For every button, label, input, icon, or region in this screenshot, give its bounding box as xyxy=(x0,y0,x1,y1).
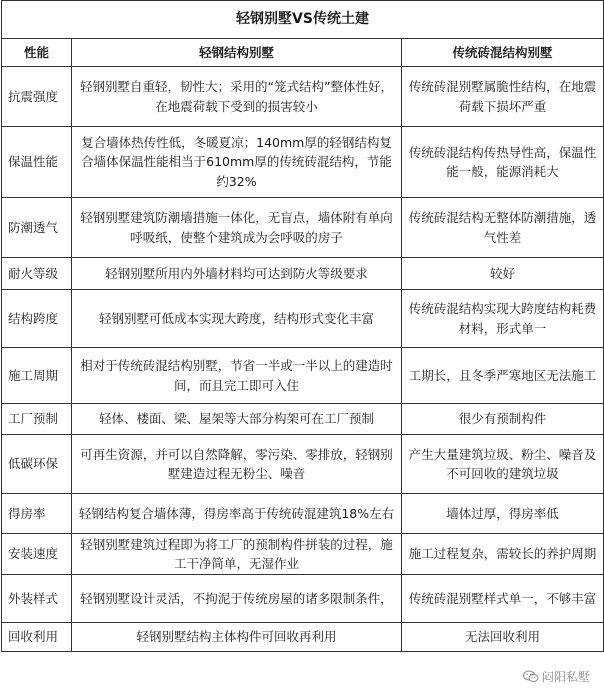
table-row xyxy=(2,127,604,198)
table-row xyxy=(2,575,604,623)
table-title: 轻钢别墅VS传统土建 xyxy=(2,1,604,39)
feature-cell: 得房率 xyxy=(2,494,72,534)
brick-cell: 传统砖混结构无整体防潮措施，透气性差 xyxy=(402,198,604,258)
table-row xyxy=(2,435,604,494)
feature-cell: 安装速度 xyxy=(2,534,72,575)
table-row xyxy=(2,494,604,534)
table-row xyxy=(2,404,604,435)
table-row xyxy=(2,67,604,127)
steel-cell: 轻钢别墅建筑防潮墙措施一体化，无盲点，墙体附有单向呼吸纸，使整个建筑成为会呼吸的房子 xyxy=(72,198,402,258)
steel-cell: 轻钢别墅结构主体构件可回收再利用 xyxy=(72,623,402,652)
table-row xyxy=(2,258,604,290)
table-row xyxy=(2,290,604,348)
table-row xyxy=(2,198,604,258)
table-row xyxy=(2,534,604,575)
wechat-icon xyxy=(523,670,539,683)
steel-cell: 轻钢别墅所用内外墙材料均可达到防火等级要求 xyxy=(72,258,402,290)
feature-cell: 耐火等级 xyxy=(2,258,72,290)
table-row xyxy=(2,348,604,404)
header-feature: 性能 xyxy=(2,39,72,67)
brick-cell: 较好 xyxy=(402,258,604,290)
title-row xyxy=(2,1,604,39)
steel-cell: 轻钢别墅可低成本实现大跨度，结构形式变化丰富 xyxy=(72,290,402,348)
watermark xyxy=(523,668,590,685)
brick-cell: 很少有预制构件 xyxy=(402,404,604,435)
brick-cell: 产生大量建筑垃圾、粉尘、噪音及不可回收的建筑垃圾 xyxy=(402,435,604,494)
table-body xyxy=(2,1,604,652)
steel-cell: 轻钢别墅设计灵活，不拘泥于传统房屋的诸多限制条件， xyxy=(72,575,402,623)
header-steel: 轻钢结构别墅 xyxy=(72,39,402,67)
steel-cell: 轻体、楼面、梁、屋架等大部分构架可在工厂预制 xyxy=(72,404,402,435)
feature-cell: 低碳环保 xyxy=(2,435,72,494)
brick-cell: 传统砖混结构传热导性高，保温性能一般，能源消耗大 xyxy=(402,127,604,198)
header-row xyxy=(2,39,604,67)
brick-cell: 墙体过厚，得房率低 xyxy=(402,494,604,534)
header-brick: 传统砖混结构别墅 xyxy=(402,39,604,67)
comparison-table xyxy=(1,0,604,652)
brick-cell: 工期长，且冬季严寒地区无法施工 xyxy=(402,348,604,404)
watermark-text: 闷阳私墅 xyxy=(541,670,590,684)
feature-cell: 工厂预制 xyxy=(2,404,72,435)
feature-cell: 结构跨度 xyxy=(2,290,72,348)
table-row xyxy=(2,623,604,652)
feature-cell: 抗震强度 xyxy=(2,67,72,127)
steel-cell: 复合墙体热传性低，冬暖夏凉；140mm厚的轻钢结构复合墙体保温性能相当于610mm厚的传统砖混结构，节能约32% xyxy=(72,127,402,198)
brick-cell: 传统砖混别墅属脆性结构，在地震荷载下损坏严重 xyxy=(402,67,604,127)
feature-cell: 回收利用 xyxy=(2,623,72,652)
steel-cell: 相对于传统砖混结构别墅，节省一半或一半以上的建造时间，而且完工即可入住 xyxy=(72,348,402,404)
brick-cell: 施工过程复杂，需较长的养护周期 xyxy=(402,534,604,575)
brick-cell: 传统砖混结构实现大跨度结构耗费材料，形式单一 xyxy=(402,290,604,348)
feature-cell: 保温性能 xyxy=(2,127,72,198)
brick-cell: 传统砖混别墅样式单一，不够丰富 xyxy=(402,575,604,623)
feature-cell: 外装样式 xyxy=(2,575,72,623)
steel-cell: 轻钢结构复合墙体薄，得房率高于传统砖混建筑18%左右 xyxy=(72,494,402,534)
steel-cell: 轻钢别墅建筑过程即为将工厂的预制构件拼装的过程，施工干净简单，无湿作业 xyxy=(72,534,402,575)
feature-cell: 防潮透气 xyxy=(2,198,72,258)
feature-cell: 施工周期 xyxy=(2,348,72,404)
steel-cell: 轻钢别墅自重轻，韧性大；采用的“笼式结构”整体性好，在地震荷载下受到的损害较小 xyxy=(72,67,402,127)
brick-cell: 无法回收利用 xyxy=(402,623,604,652)
steel-cell: 可再生资源，并可以自然降解，零污染、零排放，轻钢别墅建造过程无粉尘、噪音 xyxy=(72,435,402,494)
